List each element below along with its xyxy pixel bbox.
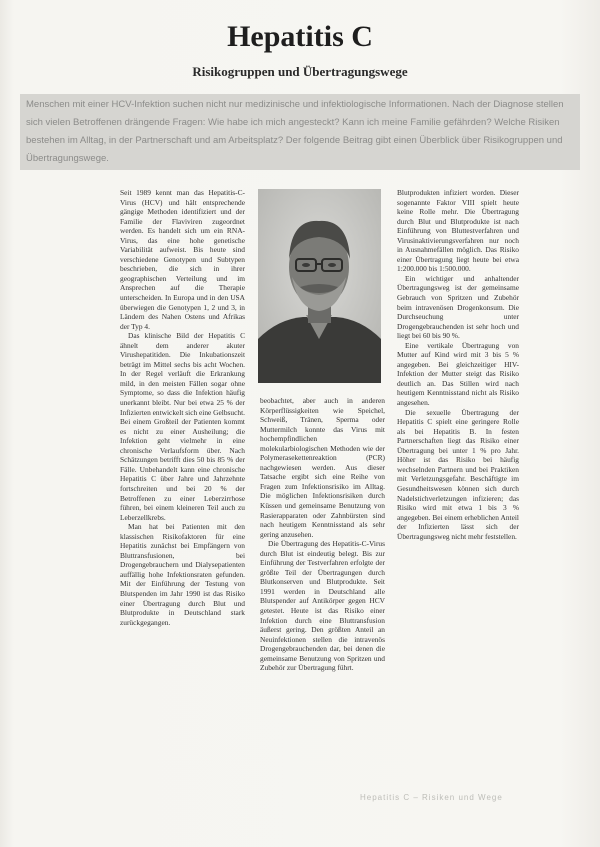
article-title: Hepatitis C: [227, 20, 373, 53]
text-column-1: [120, 188, 245, 770]
article-subtitle: Risikogruppen und Übertragungswege: [192, 64, 408, 79]
paragraph: Eine vertikale Übertragung von Mutter auf Kind wird mit 3 bis 5 % angegeben. Bei gleichzeitiger HIV-Infektion der Mutter steigt das Risiko deutlich an. Das Stillen wird nach heutigem Kenntnisstand nicht als Risiko angesehen.: [397, 340, 519, 408]
page-footer: Hepatitis C – Risiken und Wege: [360, 793, 503, 802]
portrait-image: [258, 189, 381, 383]
paragraph: Blutprodukten infiziert worden. Dieser sogenannte Faktor VIII spielt heute keine Rolle mehr. Die Übertragung durch Blut und Blutprodukte ist nach Einführung von Bluttestverfahren und Virusinaktivierungsverfahren nur noch in Ausnahmefällen möglich. Das Risiko einer Übertragung liegt heute bei etwa 1:200.000 bis 1:500.000.: [397, 188, 519, 274]
paragraph: Die Übertragung des Hepatitis-C-Virus durch Blut ist eindeutig belegt. Bis zur Einführung der Testverfahren erfolgte der größte Teil der Übertragungen durch Blutkonserven und Blutprodukte. Seit 1991 werden in Deutschland alle Blutspender auf Antikörper gegen HCV getestet. Heute ist das Risiko einer Infektion durch eine Bluttransfusion äußerst gering. Den größten Anteil an Neuinfektionen stellen die intravenös Drogengebrauchenden dar, bei denen die gemeinsame Benutzung von Spritzen und Zubehör zur Übertragung führt.: [260, 539, 385, 673]
article-lead: Menschen mit einer HCV-Infektion suchen nicht nur medizinische und infektiologische Informationen. Nach der Diagnose stellen sich vielen Betroffenen drängende Fragen: Wie habe ich mich angesteckt? Kann ich meine Familie gefährden? Welche Risiken bestehen im Alltag, in der Partnerschaft und am Arbeitsplatz? Der folgende Beitrag gibt einen Überblick über Risikogruppen und Übertragungswege.: [20, 94, 580, 170]
paragraph: beobachtet, aber auch in anderen Körperflüssigkeiten wie Speichel, Schweiß, Tränen, Sperma oder Muttermilch konnte das Virus mit hochempfindlichen molekularbiologischen Methoden wie der Polymerasekettenreaktion (PCR) nachgewiesen werden. Aus dieser Tatsache ergibt sich eine Reihe von Fragen zum Infektionsrisiko im Alltag. Die möglichen Infektionsrisiken durch Küssen und gemeinsame Benutzung von Rasierapparaten oder Zahnbürsten sind nach heutigem Kenntnisstand als sehr gering anzusehen.: [260, 396, 385, 539]
paragraph: Das klinische Bild der Hepatitis C ähnelt dem anderer akuter Virushepatitiden. Die Inkubationszeit beträgt im Mittel sechs bis acht Wochen. In der Regel verläuft die Erkrankung mild, in den meisten Fällen sogar ohne Symptome, so dass die Infektion häufig unerkannt bleibt. Nur bei etwa 25 % der Infizierten entwickelt sich eine Gelbsucht. Bei einem Großteil der Patienten kommt es nicht zu einer Ausheilung; die Infektion geht vielmehr in eine chronische Verlaufsform über. Nach Schätzungen betrifft dies 50 bis 85 % der Fälle. Unbehandelt kann eine chronische Hepatitis C über Jahre und Jahrzehnte fortschreiten und bei 20 % der Betroffenen zu einer Leberzirrhose führen, bei einem kleineren Teil auch zu Leberzellkrebs.: [120, 331, 245, 522]
paragraph: Man hat bei Patienten mit den klassischen Risikofaktoren für eine Hepatitis zunächst bei Empfängern von Bluttransfusionen, bei Drogengebrauchern und Dialysepatienten auffällig hohe Infektionsraten gefunden. Mit der Einführung der Testung von Blutspenden im Jahr 1990 ist das Risiko einer Übertragung durch Blut und Blutprodukte in Deutschland stark zurückgegangen.: [120, 522, 245, 627]
paragraph: Die sexuelle Übertragung der Hepatitis C spielt eine geringere Rolle als bei Hepatitis B. In festen Partnerschaften liegt das Risiko einer Übertragung bei unter 1 % pro Jahr. Höher ist das Risiko bei häufig wechselnden Partnern und bei Praktiken mit Verletzungsgefahr. Beschäftigte im Gesundheitswesen können sich durch Nadelstichverletzungen infizieren; das Risiko wird mit etwa 1 bis 3 % angegeben. Bei einem erheblichen Anteil der Infizierten lässt sich der Übertragungsweg nicht mehr feststellen.: [397, 407, 519, 541]
text-column-3: [397, 188, 519, 770]
author-photo: [258, 189, 381, 383]
paragraph: Seit 1989 kennt man das Hepatitis-C-Virus (HCV) und hält entsprechende gängige Methoden identifiziert und der Familie der Flaviviren zugeordnet werden. Es handelt sich um ein RNA-Virus, das eine hohe genetische Variabilität aufweist. Bis heute sind verschiedene Genotypen und Subtypen beschrieben, die sich in ihrer geographischen Verteilung und im Ansprechen auf die Therapie unterscheiden. In Europa und in den USA überwiegen die Genotypen 1, 2 und 3, in Ländern des Nahen Ostens und Afrikas der Typ 4.: [120, 188, 245, 331]
paragraph: Ein wichtiger und anhaltender Übertragungsweg ist der gemeinsame Gebrauch von Spritzen und Zubehör beim intravenösen Drogenkonsum. Die Durchseuchung unter Drogengebrauchenden ist sehr hoch und liegt bei 60 bis 90 %.: [397, 273, 519, 341]
text-column-2: [260, 396, 385, 770]
